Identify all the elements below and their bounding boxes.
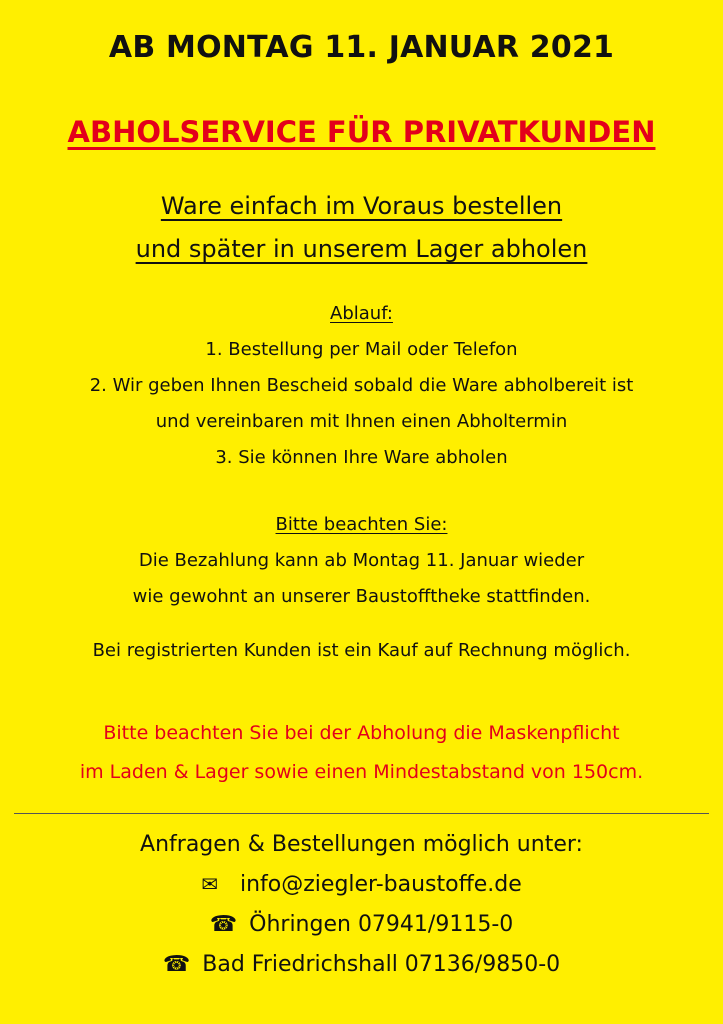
procedure-step-1: 1. Bestellung per Mail oder Telefon <box>205 339 518 360</box>
contact-phone-oehringen[interactable]: Öhringen 07941/9115-0 <box>249 912 514 937</box>
telephone-icon: ☎ <box>209 912 238 937</box>
contact-heading: Anfragen & Bestellungen möglich unter: <box>140 832 583 857</box>
telephone-icon: ☎ <box>162 952 191 977</box>
notice-line-1: Die Bezahlung kann ab Montag 11. Januar wieder <box>138 550 585 571</box>
notice-label: Bitte beachten Sie: <box>275 514 448 535</box>
procedure-step-2-continued: und vereinbaren mit Ihnen einen Abholtermin <box>155 411 568 432</box>
subtitle-line-1: Ware einfach im Voraus bestellen <box>160 192 563 220</box>
procedure-step-3: 3. Sie können Ihre Ware abholen <box>215 447 508 468</box>
contact-phone-row-2 <box>0 952 723 977</box>
envelope-icon: ✉ <box>201 872 218 896</box>
contact-phone-row-1 <box>0 912 723 937</box>
notice-line-2: wie gewohnt an unserer Baustofftheke stattfinden. <box>132 586 591 607</box>
mask-notice-line-1: Bitte beachten Sie bei der Abholung die Maskenpflicht <box>103 722 620 744</box>
subtitle-line-2: und später in unserem Lager abholen <box>135 235 588 263</box>
mask-notice-line-2: im Laden & Lager sowie einen Mindestabstand von 150cm. <box>79 761 644 783</box>
headline: AB MONTAG 11. JANUAR 2021 <box>108 30 615 65</box>
procedure-step-2: 2. Wir geben Ihnen Bescheid sobald die Ware abholbereit ist <box>89 375 634 396</box>
service-title: ABHOLSERVICE FÜR PRIVATKUNDEN <box>67 115 656 149</box>
procedure-label: Ablauf: <box>330 303 393 324</box>
divider <box>14 813 709 814</box>
invoice-notice: Bei registrierten Kunden ist ein Kauf auf Rechnung möglich. <box>92 640 631 661</box>
contact-email-row <box>0 872 723 897</box>
contact-email[interactable]: info@ziegler-baustoffe.de <box>239 872 522 897</box>
contact-phone-bad-friedrichshall[interactable]: Bad Friedrichshall 07136/9850-0 <box>202 952 561 977</box>
